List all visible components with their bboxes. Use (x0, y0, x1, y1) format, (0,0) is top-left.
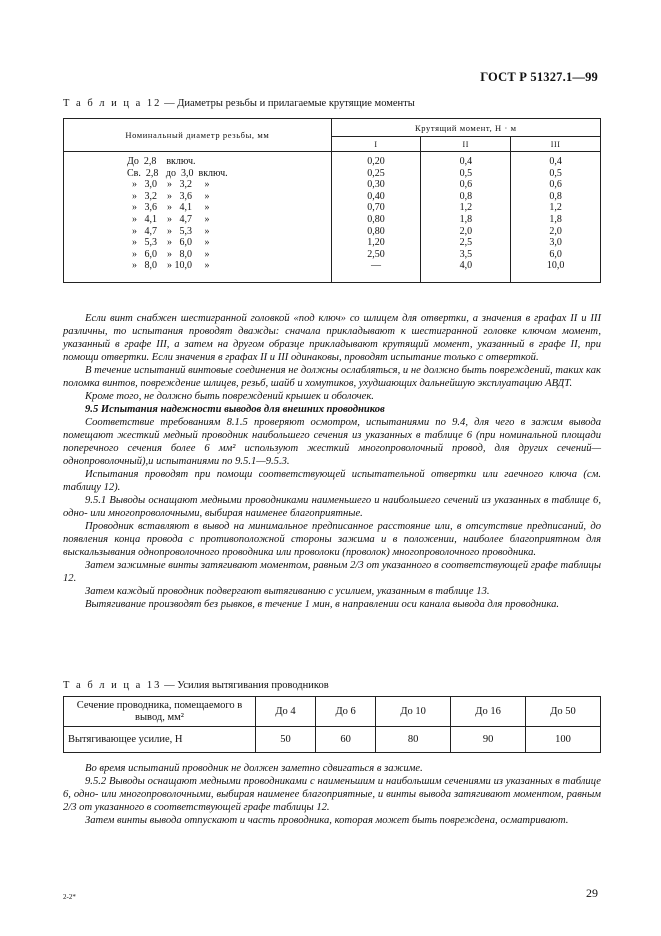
section-cell: До 10 (376, 697, 451, 727)
torque-value: 3,0 (549, 237, 562, 249)
torque-value: 1,2 (549, 202, 562, 214)
torque-value: — (371, 260, 382, 272)
torque-value: 1,8 (549, 213, 562, 225)
torque-value: 0,6 (459, 179, 473, 191)
diameter-row: » 3,2 » 3,6 » (127, 190, 210, 202)
torque-value: 0,30 (367, 179, 385, 191)
table12-caption: Т а б л и ц а 12 — Диаметры резьбы и прилагаемые крутящие моменты (63, 98, 415, 109)
diameter-list (64, 152, 332, 272)
col-I: I (331, 137, 421, 152)
paragraph: Проводник вставляют в вывод на минимальное предписанное расстояние или, в отсутствие предписаний, до появления конца провода с противоположной стороны зажима и в положении, наиболее благоприятном для выскальзывания однопроволочного проводника или проволоки (проволок) многопроволочного проводника. (63, 521, 601, 558)
section-cell: До 16 (451, 697, 526, 727)
paragraph: Кроме того, не должно быть повреждений крышек и оболочек. (85, 391, 374, 402)
section-heading: 9.5 Испытания надежности выводов для внешних проводников (85, 404, 385, 415)
paragraph: Затем винты вывода отпускают и часть проводника, которая может быть повреждена, осматривают. (85, 815, 569, 826)
diameter-row: » 4,7 » 5,3 » (127, 225, 210, 237)
standard-header: ГОСТ Р 51327.1—99 (480, 70, 598, 84)
torque-value: 1,2 (459, 202, 473, 214)
torque-value: 3,5 (459, 248, 473, 260)
torque-value: 0,4 (459, 156, 473, 167)
force-cell: 90 (451, 727, 526, 753)
torque-value: 10,0 (546, 260, 565, 272)
page-number: 29 (586, 886, 598, 900)
torque-value: 0,8 (459, 190, 473, 202)
force-cell: 80 (376, 727, 451, 753)
torque-value: 6,0 (549, 248, 562, 260)
torque-value: 0,6 (549, 179, 562, 191)
body-text (63, 312, 601, 611)
paragraph: Затем зажимные винты затягивают моментом, равным 2/3 от указанного в соответствующей графе таблицы 12. (63, 560, 601, 584)
torque-table (63, 118, 601, 283)
diameter-row: » 4,1 » 4,7 » (127, 213, 210, 225)
torque-col-II (421, 152, 511, 272)
paragraph: В течение испытаний винтовые соединения не должны ослабляться, и не должно быть повреждений, таких как поломка винтов, повреждение шлицев, резьб, шайб и хомутиков, ухудшающих дальнейшую эксплуатацию АВДТ. (63, 365, 601, 389)
torque-value: 0,5 (549, 167, 562, 179)
diameter-row: » 3,0 » 3,2 » (127, 179, 210, 191)
body-text-2 (63, 762, 601, 827)
diameter-row: » 8,0 » 10,0 » (127, 260, 210, 272)
torque-value: 0,80 (367, 225, 385, 237)
paragraph: Во время испытаний проводник не должен заметно сдвигаться в зажиме. (85, 763, 423, 774)
torque-col-I (331, 152, 421, 272)
diameter-column-header: Номинальный диаметр резьбы, мм (64, 119, 332, 152)
force-cell: 60 (316, 727, 376, 753)
torque-value: 0,80 (367, 213, 385, 225)
paragraph: Вытягивание производят без рывков, в течение 1 мин, в направлении оси канала вывода для проводника. (85, 599, 560, 610)
diameter-row: » 3,6 » 4,1 » (127, 202, 210, 214)
torque-value: 0,8 (549, 190, 562, 202)
torque-value: 0,20 (367, 156, 385, 167)
torque-col-III (511, 152, 601, 272)
torque-value: 2,0 (549, 225, 562, 237)
paragraph: Соответствие требованиям 8.1.5 проверяют осмотром, испытаниями по 9.4, для чего в зажим вывода помещают жесткий медный проводник наибольшего сечения из указанных в таблице 6 (при номинальной площади поперечного сечения более 6 мм² используют жесткий многопроволочный провод, для других сечений— однопроволочный),и испытаниями по 9.5.1—9.5.3. (63, 417, 601, 467)
col-III: III (511, 137, 601, 152)
torque-value: 0,4 (549, 156, 562, 167)
torque-value: 0,25 (367, 167, 385, 179)
torque-value: 1,20 (367, 237, 385, 249)
paragraph: 9.5.1 Выводы оснащают медными проводниками наименьшего и наибольшего сечений из указанных в таблице 6, одно- или многопроволочными, выбирая наименее благоприятные. (63, 495, 601, 519)
torque-value: 2,50 (367, 248, 385, 260)
torque-value: 0,5 (459, 167, 473, 179)
section-label: Сечение проводника, помещаемого в вывод, мм² (64, 697, 256, 727)
paragraph: Затем каждый проводник подвергают вытягиванию с усилием, указанным в таблице 13. (85, 586, 490, 597)
pull-force-table (63, 696, 601, 753)
paragraph: Если винт снабжен шестигранной головкой «под ключ» со шлицем для отвертки, а значения в графах II и III различны, то испытания проводят дважды: сначала прикладывают к шестигранной головке ключом момент, указанный в графе III, а затем на другом образце прикладывают крутящий момент, указанный в графе II, при помощи отвертки. Если значения в графах II и III одинаковы, проводят испытание только с отверткой. (63, 313, 601, 363)
torque-value: 0,40 (367, 190, 385, 202)
footer-mark: 2-2* (63, 893, 76, 901)
torque-value: 0,70 (367, 202, 385, 214)
paragraph: Испытания проводят при помощи соответствующей испытательной отвертки или гаечного ключа (см. таблицу 12). (63, 469, 601, 493)
torque-value: 1,8 (459, 213, 473, 225)
col-II: II (421, 137, 511, 152)
force-cell: 100 (526, 727, 601, 753)
diameter-row: » 6,0 » 8,0 » (127, 248, 210, 260)
force-cell: 50 (256, 727, 316, 753)
section-cell: До 4 (256, 697, 316, 727)
diameter-row: » 5,3 » 6,0 » (127, 237, 210, 249)
diameter-row: Св. 2,8 до 3,0 включ. (127, 167, 228, 179)
force-label: Вытягивающее усилие, Н (64, 727, 256, 753)
diameter-row: До 2,8 включ. (127, 156, 196, 167)
torque-value: 2,0 (459, 225, 473, 237)
torque-value: 2,5 (459, 237, 473, 249)
section-cell: До 50 (526, 697, 601, 727)
torque-value: 4,0 (459, 260, 473, 272)
section-cell: До 6 (316, 697, 376, 727)
table13-caption: Т а б л и ц а 13 — Усилия вытягивания проводников (63, 680, 329, 691)
paragraph: 9.5.2 Выводы оснащают медными проводниками с наименьшим и наибольшим сечениями из указанных в таблице 6, одно- или многопроволочными, выбирая наименее благоприятные, и винты вывода затягивают моментом, равным 2/3 от указанного в соответствующей графе таблицы 12. (63, 776, 601, 813)
torque-column-header: Крутящий момент, Н · м (331, 119, 600, 137)
